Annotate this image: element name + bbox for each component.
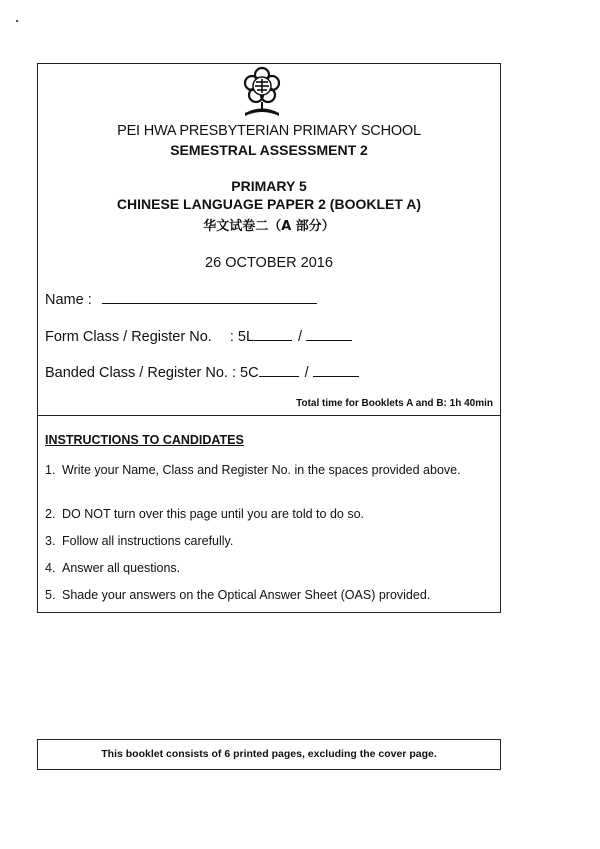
instruction-text: Write your Name, Class and Register No. in the spaces provided above. bbox=[62, 463, 461, 477]
banded-class-label: Banded Class / Register No. bbox=[45, 365, 228, 381]
total-time-note: Total time for Booklets A and B: 1h 40min bbox=[296, 398, 493, 409]
school-name: PEI HWA PRESBYTERIAN PRIMARY SCHOOL bbox=[117, 123, 421, 139]
instruction-item bbox=[45, 506, 475, 522]
banded-class-slash: / bbox=[304, 365, 309, 381]
level-title: PRIMARY 5 bbox=[231, 178, 307, 194]
form-register-blank[interactable] bbox=[306, 328, 352, 341]
instruction-item bbox=[45, 560, 475, 576]
form-class-field bbox=[45, 328, 352, 345]
banded-register-blank[interactable] bbox=[313, 364, 359, 377]
instruction-number: 1. bbox=[45, 463, 56, 477]
banded-class-field bbox=[45, 364, 359, 381]
assessment-title: SEMESTRAL ASSESSMENT 2 bbox=[170, 142, 368, 158]
section-divider bbox=[37, 415, 501, 416]
form-class-slash: / bbox=[298, 329, 303, 345]
banded-class-blank[interactable] bbox=[259, 364, 299, 377]
instruction-item bbox=[45, 533, 475, 549]
speck bbox=[16, 20, 18, 22]
form-class-label: Form Class / Register No. bbox=[45, 329, 212, 345]
instruction-text: Answer all questions. bbox=[62, 561, 181, 575]
page-count-notice: This booklet consists of 6 printed pages, excluding the cover page. bbox=[37, 739, 501, 770]
instruction-number: 4. bbox=[45, 561, 56, 575]
form-class-blank[interactable] bbox=[254, 328, 292, 341]
instruction-text: Follow all instructions carefully. bbox=[62, 534, 234, 548]
name-label: Name : bbox=[45, 292, 92, 308]
instruction-item bbox=[45, 462, 475, 478]
school-crest-logo bbox=[242, 66, 282, 120]
paper-title-chinese: 华文试卷二（A 部分） bbox=[203, 219, 335, 234]
paper-title: CHINESE LANGUAGE PAPER 2 (BOOKLET A) bbox=[116, 196, 422, 212]
form-class-prefix: : 5L bbox=[229, 329, 255, 345]
exam-date: 26 OCTOBER 2016 bbox=[205, 255, 333, 271]
banded-class-prefix: : 5C bbox=[231, 365, 259, 381]
instruction-text: Shade your answers on the Optical Answer Sheet (OAS) provided. bbox=[62, 588, 431, 602]
instruction-number: 3. bbox=[45, 534, 56, 548]
instruction-item bbox=[45, 587, 475, 603]
instruction-number: 5. bbox=[45, 588, 56, 602]
instructions-heading: INSTRUCTIONS TO CANDIDATES bbox=[45, 433, 244, 447]
name-blank[interactable] bbox=[102, 291, 317, 304]
instruction-text: DO NOT turn over this page until you are told to do so. bbox=[62, 507, 365, 521]
name-field bbox=[45, 291, 317, 308]
instruction-number: 2. bbox=[45, 507, 56, 521]
